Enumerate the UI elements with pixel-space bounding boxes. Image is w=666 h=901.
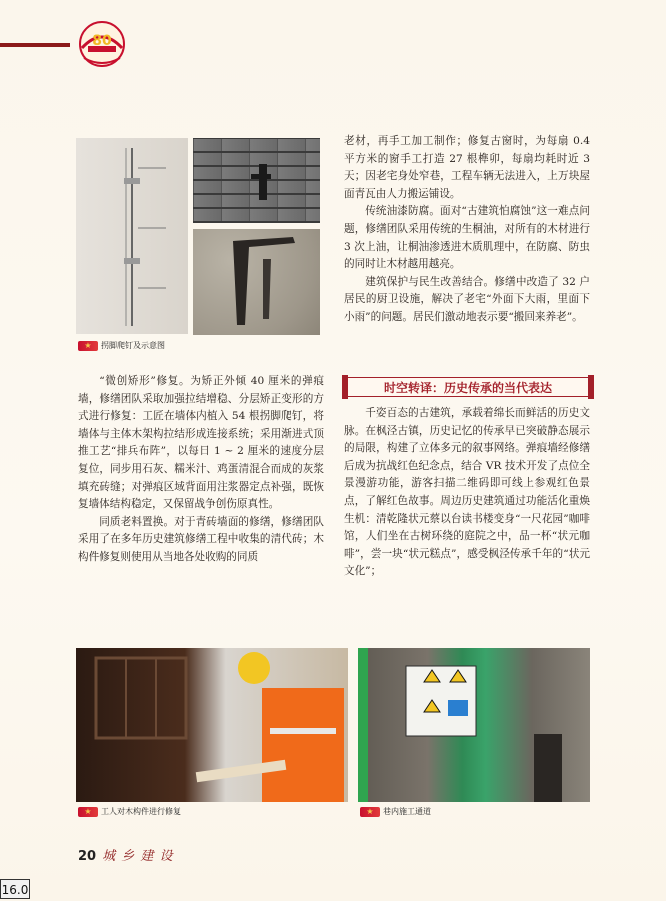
anniversary-emblem-icon	[74, 20, 130, 72]
page-footer	[78, 845, 174, 864]
magazine-name: 城 乡 建 设	[102, 849, 174, 864]
caption-worker	[78, 806, 181, 817]
caption-text: 拐脚爬钉及示意图	[101, 341, 165, 350]
paragraph: 同质老料置换。对于青砖墙面的修缮，修缮团队采用了在多年历史建筑修缮工程中收集的清代砖；木构件修复则使用从当地各处收购的同质	[78, 515, 324, 563]
paragraph: 千姿百态的古建筑，承载着绵长而鲜活的历史文脉。在枫泾古镇，历史记忆的传承早已突破静态展示的局限，构建了立体多元的叙事网络。弹痕墙经修缮后成为抗战红色纪念点，结合 VR 技术开发了点位全景漫游功能，游客扫描二维码即可线上参观红色景点，了解红色故事。周边历史建筑通过功能活化重焕生机：清乾隆状元蔡以台读书楼变身“一尺花园”咖啡馆，人们坐在古树环绕的庭院之中，品一杯“状元咖啡”，尝一块“状元糕点”，感受枫泾传承千年的“状元文化”；	[344, 407, 590, 578]
right-column-bottom	[344, 405, 590, 581]
section-heading	[345, 377, 591, 397]
caption-alley	[360, 806, 431, 817]
alley-passage-photo	[358, 648, 590, 802]
star-badge-icon: ★	[78, 341, 98, 351]
brick-wall-photo	[193, 138, 320, 223]
right-column-top	[344, 133, 590, 327]
heading-bracket-icon	[342, 375, 348, 399]
caption-text: 工人对木构件进行修复	[101, 807, 181, 816]
paragraph: 建筑保护与民生改善结合。修缮中改造了 32 户居民的厨卫设施，解决了老宅“外面下大雨，里面下小雨”的问题。居民们激动地表示要“搬回来养老”。	[344, 275, 590, 323]
section-heading-text: 时空转译：历史传承的当代表达	[383, 380, 552, 395]
iron-nail-photo	[193, 229, 320, 335]
paragraph: 老材，再手工加工制作；修复古窗时，为每扇 0.4 平方米的窗手工打造 27 根榫卯，每扇均耗时近 3 天；因老宅身处窄巷，工程车辆无法进入，上万块屋面青瓦由人力搬运铺设。	[344, 135, 590, 200]
page-number: 20	[78, 849, 97, 864]
nail-sketch-photo	[76, 138, 188, 334]
star-badge-icon: ★	[78, 807, 98, 817]
caption-nails	[78, 340, 165, 351]
paragraph: 传统油漆防腐。面对“古建筑怕腐蚀”这一难点问题，修缮团队采用传统的生桐油，对所有的木材进行 3 次上油，让桐油渗透进木质肌理中，在防腐、防虫的同时让木材越用越亮。	[344, 205, 590, 271]
header-rule	[0, 43, 70, 47]
star-badge-icon: ★	[360, 807, 380, 817]
caption-text: 巷内施工通道	[383, 807, 431, 816]
paragraph: “微创矫形”修复。为矫正外倾 40 厘米的弹痕墙，修缮团队采取加强拉结增稳、分层矫正变形的方式进行修复：工匠在墙体内植入 54 根拐脚爬钉，将墙体与主体木架构拉结形成连接系统；采用渐进式顶推工艺“排兵布阵”，以每日 1 ~ 2 厘米的速度分层复位，同步用石灰、糯米汁、鸡蛋清混合而成的灰浆填充砖缝；对弹痕区域背面用注浆器定点补强，既恢复墙体结构稳定，又保留战争创伤原真性。	[78, 375, 324, 511]
emblem-number: 80	[92, 33, 112, 49]
zoom-level-badge: 16.0	[0, 879, 30, 899]
worker-repair-photo	[76, 648, 348, 802]
left-column	[78, 373, 324, 567]
heading-bracket-icon	[588, 375, 594, 399]
